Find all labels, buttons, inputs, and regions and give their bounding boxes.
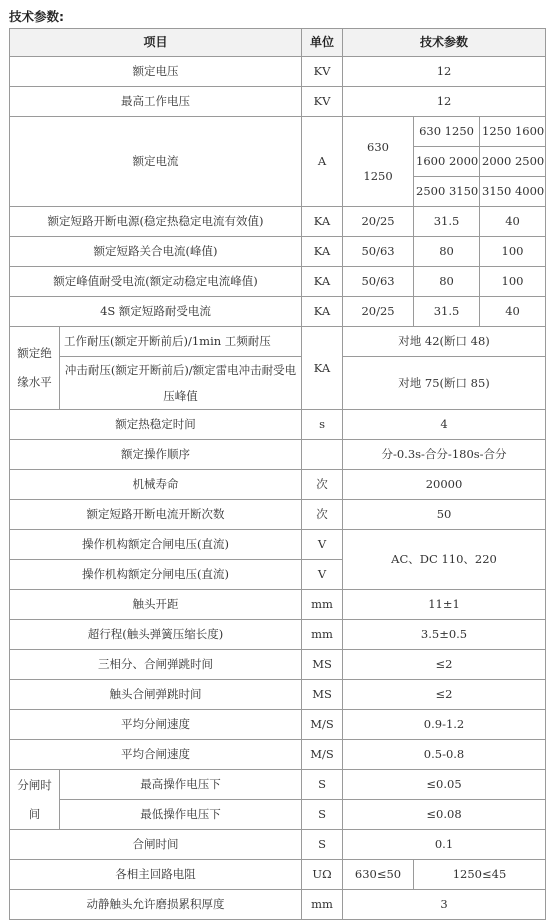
row-label: 冲击耐压(额定开断前后)/额定雷电冲击耐受电压峰值 — [60, 357, 302, 410]
row-unit: M/S — [302, 710, 343, 740]
row-value: AC、DC 110、220 — [343, 530, 546, 590]
row-value: 12 — [343, 57, 546, 87]
row-value: 11±1 — [343, 590, 546, 620]
row-label: 触头开距 — [10, 590, 302, 620]
row-value: 50 — [343, 500, 546, 530]
row-unit: KA — [302, 207, 343, 237]
row-value: ≤0.08 — [343, 800, 546, 830]
row-value: 1250≤45 — [414, 860, 546, 890]
row-unit: S — [302, 770, 343, 800]
row-unit: M/S — [302, 740, 343, 770]
row-label: 最高操作电压下 — [60, 770, 302, 800]
row-unit: A — [302, 117, 343, 207]
row-unit: KV — [302, 57, 343, 87]
current-value: 3150 4000 — [480, 177, 546, 207]
open-time-group-label: 分闸时间 — [10, 770, 60, 830]
row-label: 额定电压 — [10, 57, 302, 87]
row-unit: KA — [302, 297, 343, 327]
row-value: 3 — [343, 890, 546, 920]
table-row — [10, 590, 546, 620]
row-label: 三相分、合闸弹跳时间 — [10, 650, 302, 680]
row-value: ≤0.05 — [343, 770, 546, 800]
table-header-row — [10, 29, 546, 57]
row-unit: MS — [302, 680, 343, 710]
row-label: 操作机构额定合闸电压(直流) — [10, 530, 302, 560]
row-label: 额定短路开断电流开断次数 — [10, 500, 302, 530]
row-label: 平均合闸速度 — [10, 740, 302, 770]
row-value: 40 — [480, 207, 546, 237]
row-label: 平均分闸速度 — [10, 710, 302, 740]
current-value-col1 — [343, 117, 414, 207]
row-label: 4S 额定短路耐受电流 — [10, 297, 302, 327]
header-item: 项目 — [10, 29, 302, 57]
current-value: 630 — [367, 139, 389, 154]
row-value: 3.5±0.5 — [343, 620, 546, 650]
table-row — [10, 327, 546, 357]
header-params: 技术参数 — [343, 29, 546, 57]
row-value: ≤2 — [343, 680, 546, 710]
row-label: 超行程(触头弹簧压缩长度) — [10, 620, 302, 650]
row-unit: MS — [302, 650, 343, 680]
table-row — [10, 710, 546, 740]
row-value: 分-0.3s-合分-180s-合分 — [343, 440, 546, 470]
row-value: ≤2 — [343, 650, 546, 680]
table-row — [10, 620, 546, 650]
row-label: 额定短路关合电流(峰值) — [10, 237, 302, 267]
row-label: 额定短路开断电源(稳定热稳定电流有效值) — [10, 207, 302, 237]
row-value: 630≤50 — [343, 860, 414, 890]
row-value: 20/25 — [343, 207, 414, 237]
table-row — [10, 207, 546, 237]
table-row — [10, 770, 546, 800]
row-label: 额定操作顺序 — [10, 440, 302, 470]
table-row — [10, 680, 546, 710]
row-unit: S — [302, 830, 343, 860]
row-unit: mm — [302, 620, 343, 650]
table-row — [10, 410, 546, 440]
current-value: 1250 — [363, 168, 393, 183]
table-row — [10, 87, 546, 117]
row-label: 额定热稳定时间 — [10, 410, 302, 440]
table-row — [10, 470, 546, 500]
table-row — [10, 530, 546, 560]
table-row — [10, 357, 546, 410]
table-row — [10, 800, 546, 830]
table-row — [10, 650, 546, 680]
row-value: 20000 — [343, 470, 546, 500]
row-value: 12 — [343, 87, 546, 117]
table-row — [10, 297, 546, 327]
row-unit: 次 — [302, 470, 343, 500]
current-value: 2000 2500 — [480, 147, 546, 177]
row-value: 100 — [480, 267, 546, 297]
current-value: 2500 3150 — [414, 177, 480, 207]
header-unit: 单位 — [302, 29, 343, 57]
table-row — [10, 267, 546, 297]
row-label: 额定电流 — [10, 117, 302, 207]
row-unit: KA — [302, 267, 343, 297]
row-unit: KA — [302, 327, 343, 410]
row-value: 80 — [414, 237, 480, 267]
row-unit: V — [302, 530, 343, 560]
row-value: 100 — [480, 237, 546, 267]
table-row — [10, 860, 546, 890]
row-label: 操作机构额定分闸电压(直流) — [10, 560, 302, 590]
table-row — [10, 890, 546, 920]
row-value: 31.5 — [414, 207, 480, 237]
table-row — [10, 830, 546, 860]
row-value: 0.9-1.2 — [343, 710, 546, 740]
row-unit: mm — [302, 590, 343, 620]
row-label: 各相主回路电阻 — [10, 860, 302, 890]
row-unit: UΩ — [302, 860, 343, 890]
table-row — [10, 117, 546, 147]
table-row — [10, 740, 546, 770]
row-label: 机械寿命 — [10, 470, 302, 500]
row-value: 40 — [480, 297, 546, 327]
row-value: 50/63 — [343, 267, 414, 297]
section-heading: 技术参数: — [9, 9, 64, 24]
table-row — [10, 237, 546, 267]
row-value: 50/63 — [343, 237, 414, 267]
row-value: 0.5-0.8 — [343, 740, 546, 770]
row-unit: mm — [302, 890, 343, 920]
row-unit: 次 — [302, 500, 343, 530]
row-value: 对地 75(断口 85) — [343, 357, 546, 410]
row-value: 4 — [343, 410, 546, 440]
row-label: 最低操作电压下 — [60, 800, 302, 830]
table-row — [10, 500, 546, 530]
current-value: 1250 1600 — [480, 117, 546, 147]
row-unit: S — [302, 800, 343, 830]
row-label: 额定峰值耐受电流(额定动稳定电流峰值) — [10, 267, 302, 297]
current-value: 630 1250 — [414, 117, 480, 147]
row-unit: KV — [302, 87, 343, 117]
row-label: 动静触头允许磨损累积厚度 — [10, 890, 302, 920]
row-label: 工作耐压(额定开断前后)/1min 工频耐压 — [60, 327, 302, 357]
row-value: 对地 42(断口 48) — [343, 327, 546, 357]
row-unit: V — [302, 560, 343, 590]
row-label: 最高工作电压 — [10, 87, 302, 117]
row-value: 80 — [414, 267, 480, 297]
insulation-group-label: 额定绝缘水平 — [10, 327, 60, 410]
row-value: 31.5 — [414, 297, 480, 327]
row-unit: KA — [302, 237, 343, 267]
table-row — [10, 57, 546, 87]
row-label: 触头合闸弹跳时间 — [10, 680, 302, 710]
spec-table — [9, 28, 546, 920]
current-value: 1600 2000 — [414, 147, 480, 177]
row-unit — [302, 440, 343, 470]
table-row — [10, 440, 546, 470]
row-value: 20/25 — [343, 297, 414, 327]
row-value: 0.1 — [343, 830, 546, 860]
row-label: 合闸时间 — [10, 830, 302, 860]
row-unit: s — [302, 410, 343, 440]
